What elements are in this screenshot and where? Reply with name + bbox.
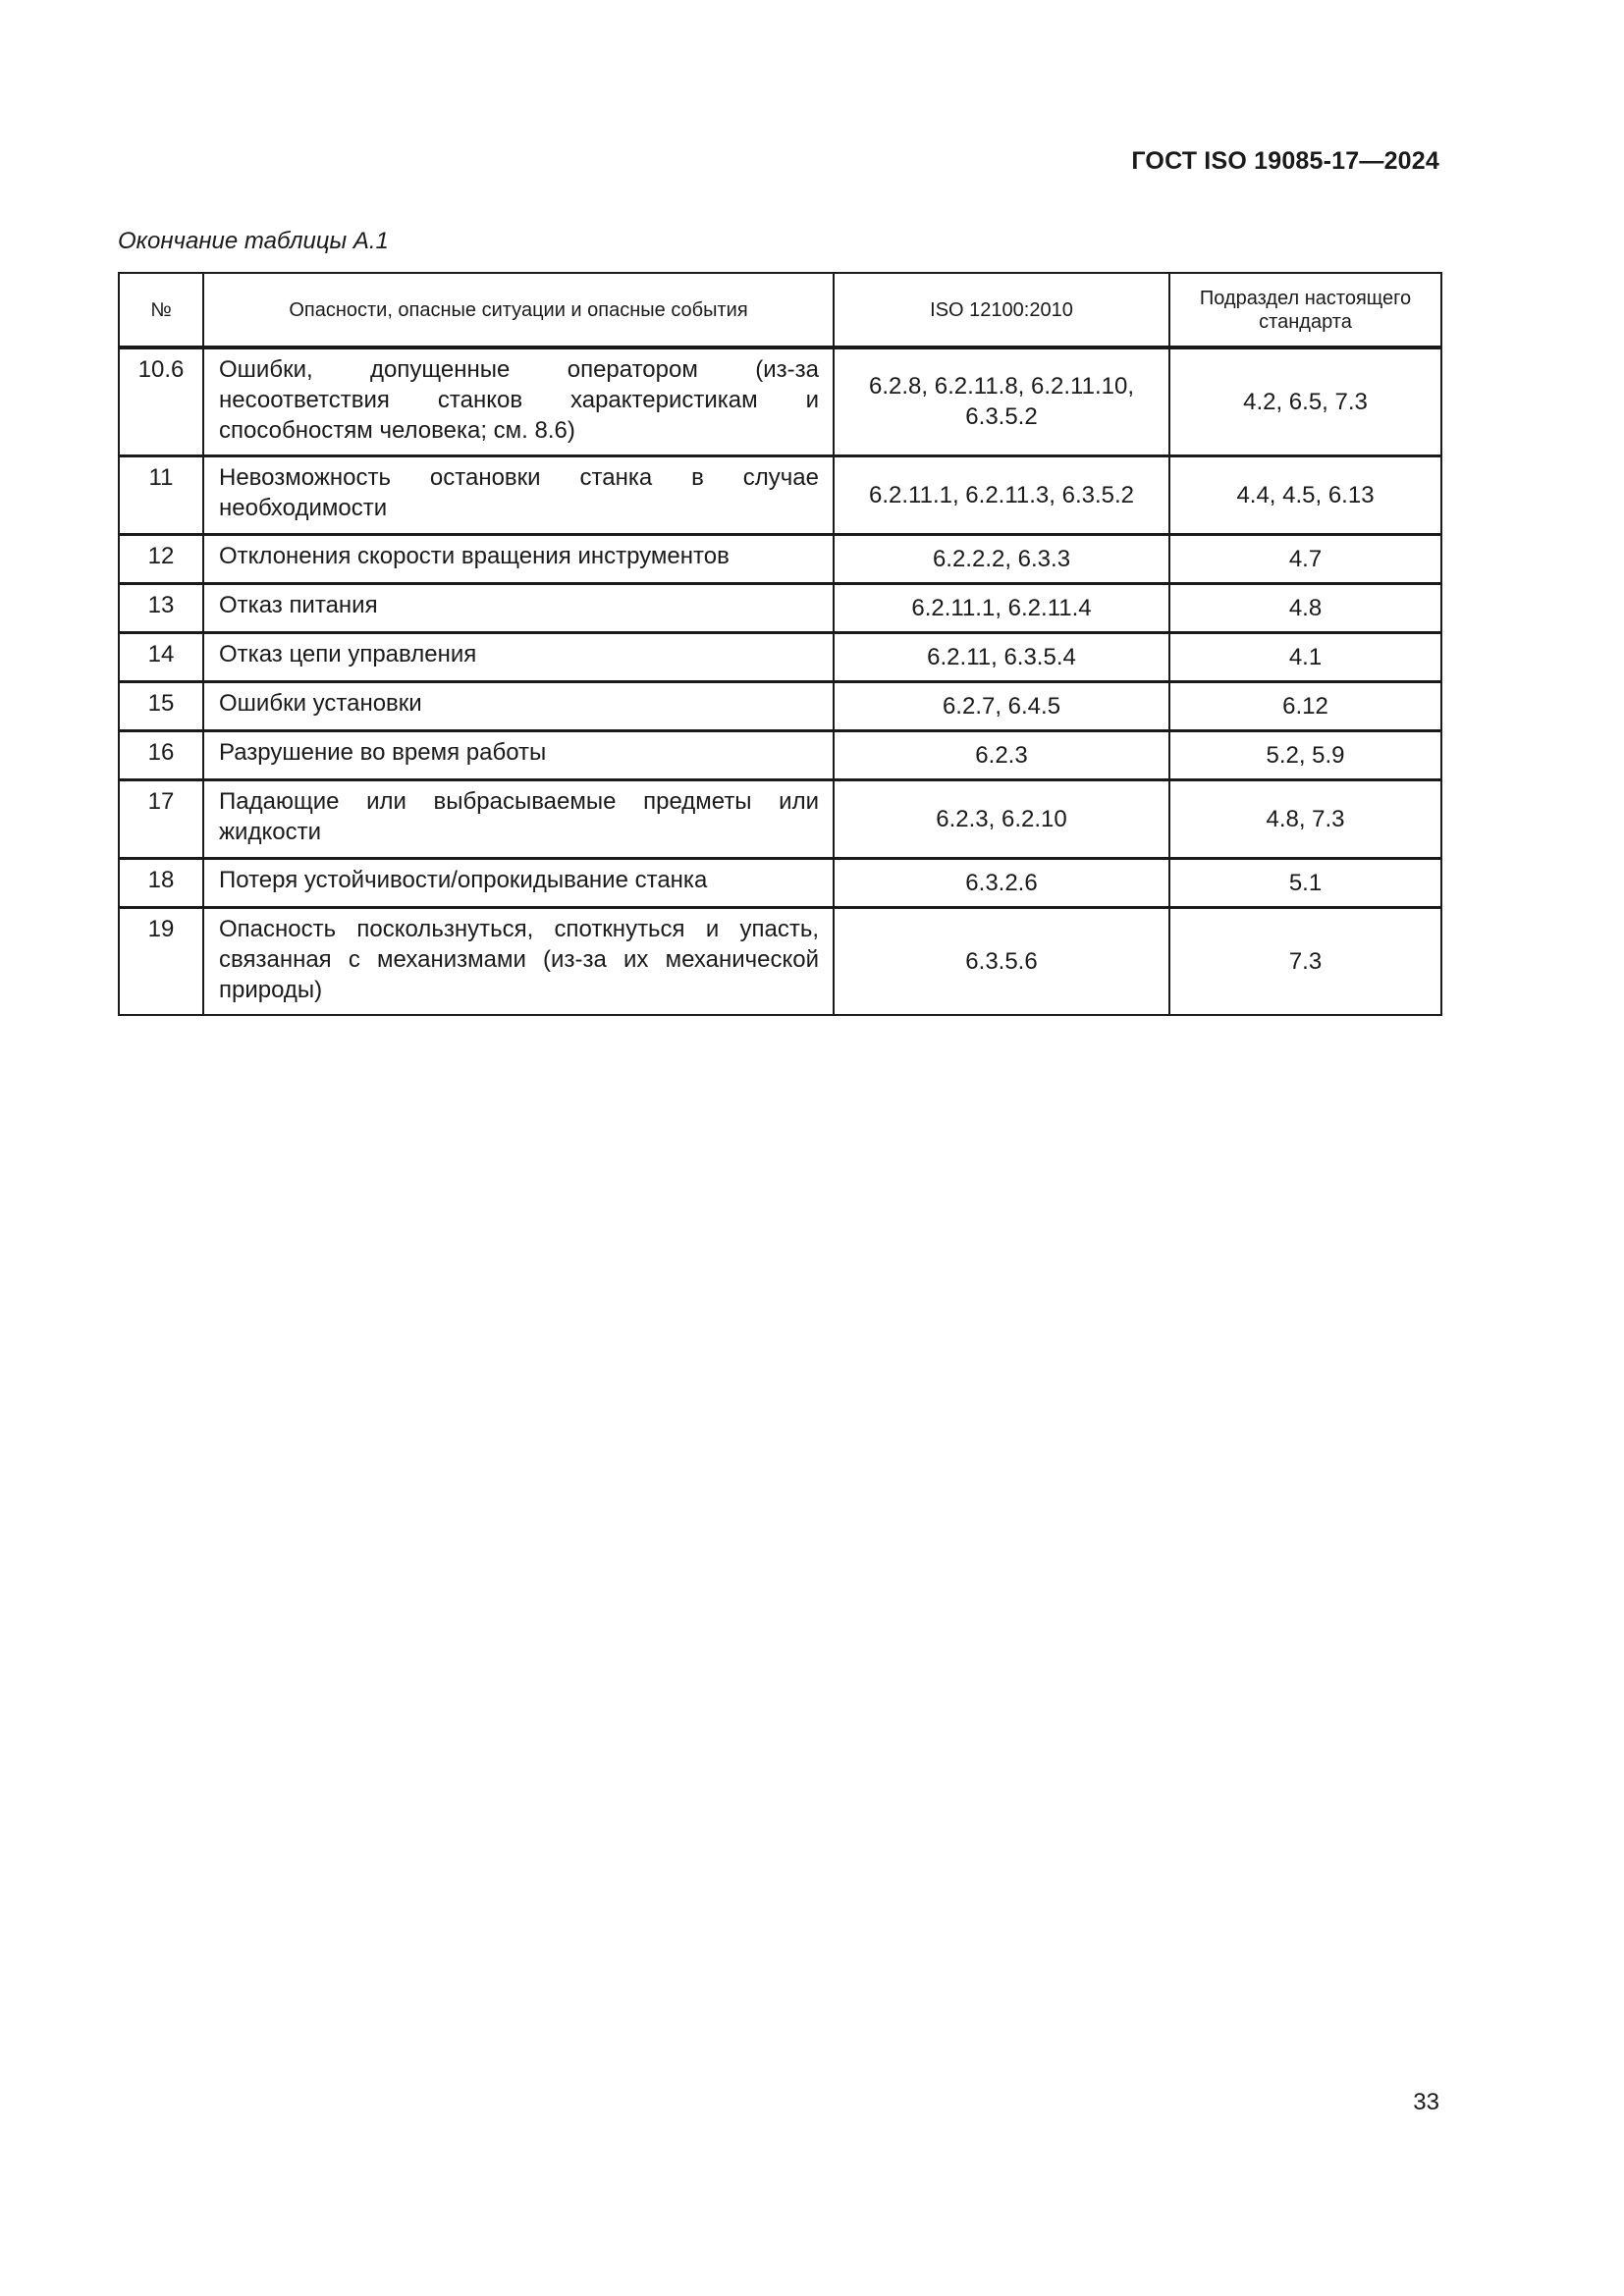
row-number: 16 bbox=[119, 730, 203, 779]
table-row bbox=[119, 907, 1441, 1015]
row-number: 15 bbox=[119, 681, 203, 730]
row-number: 14 bbox=[119, 632, 203, 681]
row-iso-reference: 6.2.3 bbox=[834, 730, 1169, 779]
page-number: 33 bbox=[1413, 2089, 1439, 2115]
row-iso-reference: 6.3.2.6 bbox=[834, 858, 1169, 907]
row-number: 17 bbox=[119, 779, 203, 858]
table-row bbox=[119, 455, 1441, 534]
row-iso-reference: 6.3.5.6 bbox=[834, 907, 1169, 1015]
row-subclause: 4.4, 4.5, 6.13 bbox=[1169, 455, 1441, 534]
row-subclause: 6.12 bbox=[1169, 681, 1441, 730]
column-header-iso: ISO 12100:2010 bbox=[834, 273, 1169, 347]
row-hazard: Падающие или выбрасываемые предметы или жидкости bbox=[203, 779, 834, 858]
column-header-subclause: Подраздел настоящего стандарта bbox=[1169, 273, 1441, 347]
table-row bbox=[119, 681, 1441, 730]
table-row bbox=[119, 583, 1441, 632]
table-caption: Окончание таблицы А.1 bbox=[118, 228, 389, 254]
document-standard-id: ГОСТ ISO 19085-17—2024 bbox=[1131, 147, 1439, 175]
row-hazard: Отказ цепи управления bbox=[203, 632, 834, 681]
row-number: 13 bbox=[119, 583, 203, 632]
row-number: 11 bbox=[119, 455, 203, 534]
row-subclause: 4.8 bbox=[1169, 583, 1441, 632]
row-hazard: Разрушение во время работы bbox=[203, 730, 834, 779]
row-iso-reference: 6.2.3, 6.2.10 bbox=[834, 779, 1169, 858]
row-hazard: Отклонения скорости вращения инструментов bbox=[203, 534, 834, 583]
hazards-table bbox=[118, 272, 1442, 1016]
row-subclause: 4.1 bbox=[1169, 632, 1441, 681]
row-subclause: 5.1 bbox=[1169, 858, 1441, 907]
row-iso-reference: 6.2.11.1, 6.2.11.3, 6.3.5.2 bbox=[834, 455, 1169, 534]
row-number: 10.6 bbox=[119, 347, 203, 455]
row-hazard: Ошибки установки bbox=[203, 681, 834, 730]
row-hazard: Потеря устойчивости/опрокидывание станка bbox=[203, 858, 834, 907]
row-subclause: 7.3 bbox=[1169, 907, 1441, 1015]
table-row bbox=[119, 534, 1441, 583]
row-number: 18 bbox=[119, 858, 203, 907]
column-header-hazards: Опасности, опасные ситуации и опасные события bbox=[203, 273, 834, 347]
row-iso-reference: 6.2.11, 6.3.5.4 bbox=[834, 632, 1169, 681]
row-number: 19 bbox=[119, 907, 203, 1015]
row-iso-reference: 6.2.11.1, 6.2.11.4 bbox=[834, 583, 1169, 632]
table-row bbox=[119, 347, 1441, 455]
table-row bbox=[119, 730, 1441, 779]
row-subclause: 4.8, 7.3 bbox=[1169, 779, 1441, 858]
row-hazard: Ошибки, допущенные оператором (из-за несоответствия станков характеристикам и способностям человека; см. 8.6) bbox=[203, 347, 834, 455]
row-iso-reference: 6.2.7, 6.4.5 bbox=[834, 681, 1169, 730]
table-row bbox=[119, 858, 1441, 907]
row-number: 12 bbox=[119, 534, 203, 583]
row-hazard: Невозможность остановки станка в случае необходимости bbox=[203, 455, 834, 534]
column-header-number: № bbox=[119, 273, 203, 347]
row-iso-reference: 6.2.2.2, 6.3.3 bbox=[834, 534, 1169, 583]
table-row bbox=[119, 632, 1441, 681]
row-iso-reference: 6.2.8, 6.2.11.8, 6.2.11.10, 6.3.5.2 bbox=[834, 347, 1169, 455]
row-subclause: 5.2, 5.9 bbox=[1169, 730, 1441, 779]
table-row bbox=[119, 779, 1441, 858]
table-header-row bbox=[119, 273, 1441, 347]
row-subclause: 4.2, 6.5, 7.3 bbox=[1169, 347, 1441, 455]
row-hazard: Опасность поскользнуться, споткнуться и упасть, связанная с механизмами (из-за их механической природы) bbox=[203, 907, 834, 1015]
row-subclause: 4.7 bbox=[1169, 534, 1441, 583]
row-hazard: Отказ питания bbox=[203, 583, 834, 632]
